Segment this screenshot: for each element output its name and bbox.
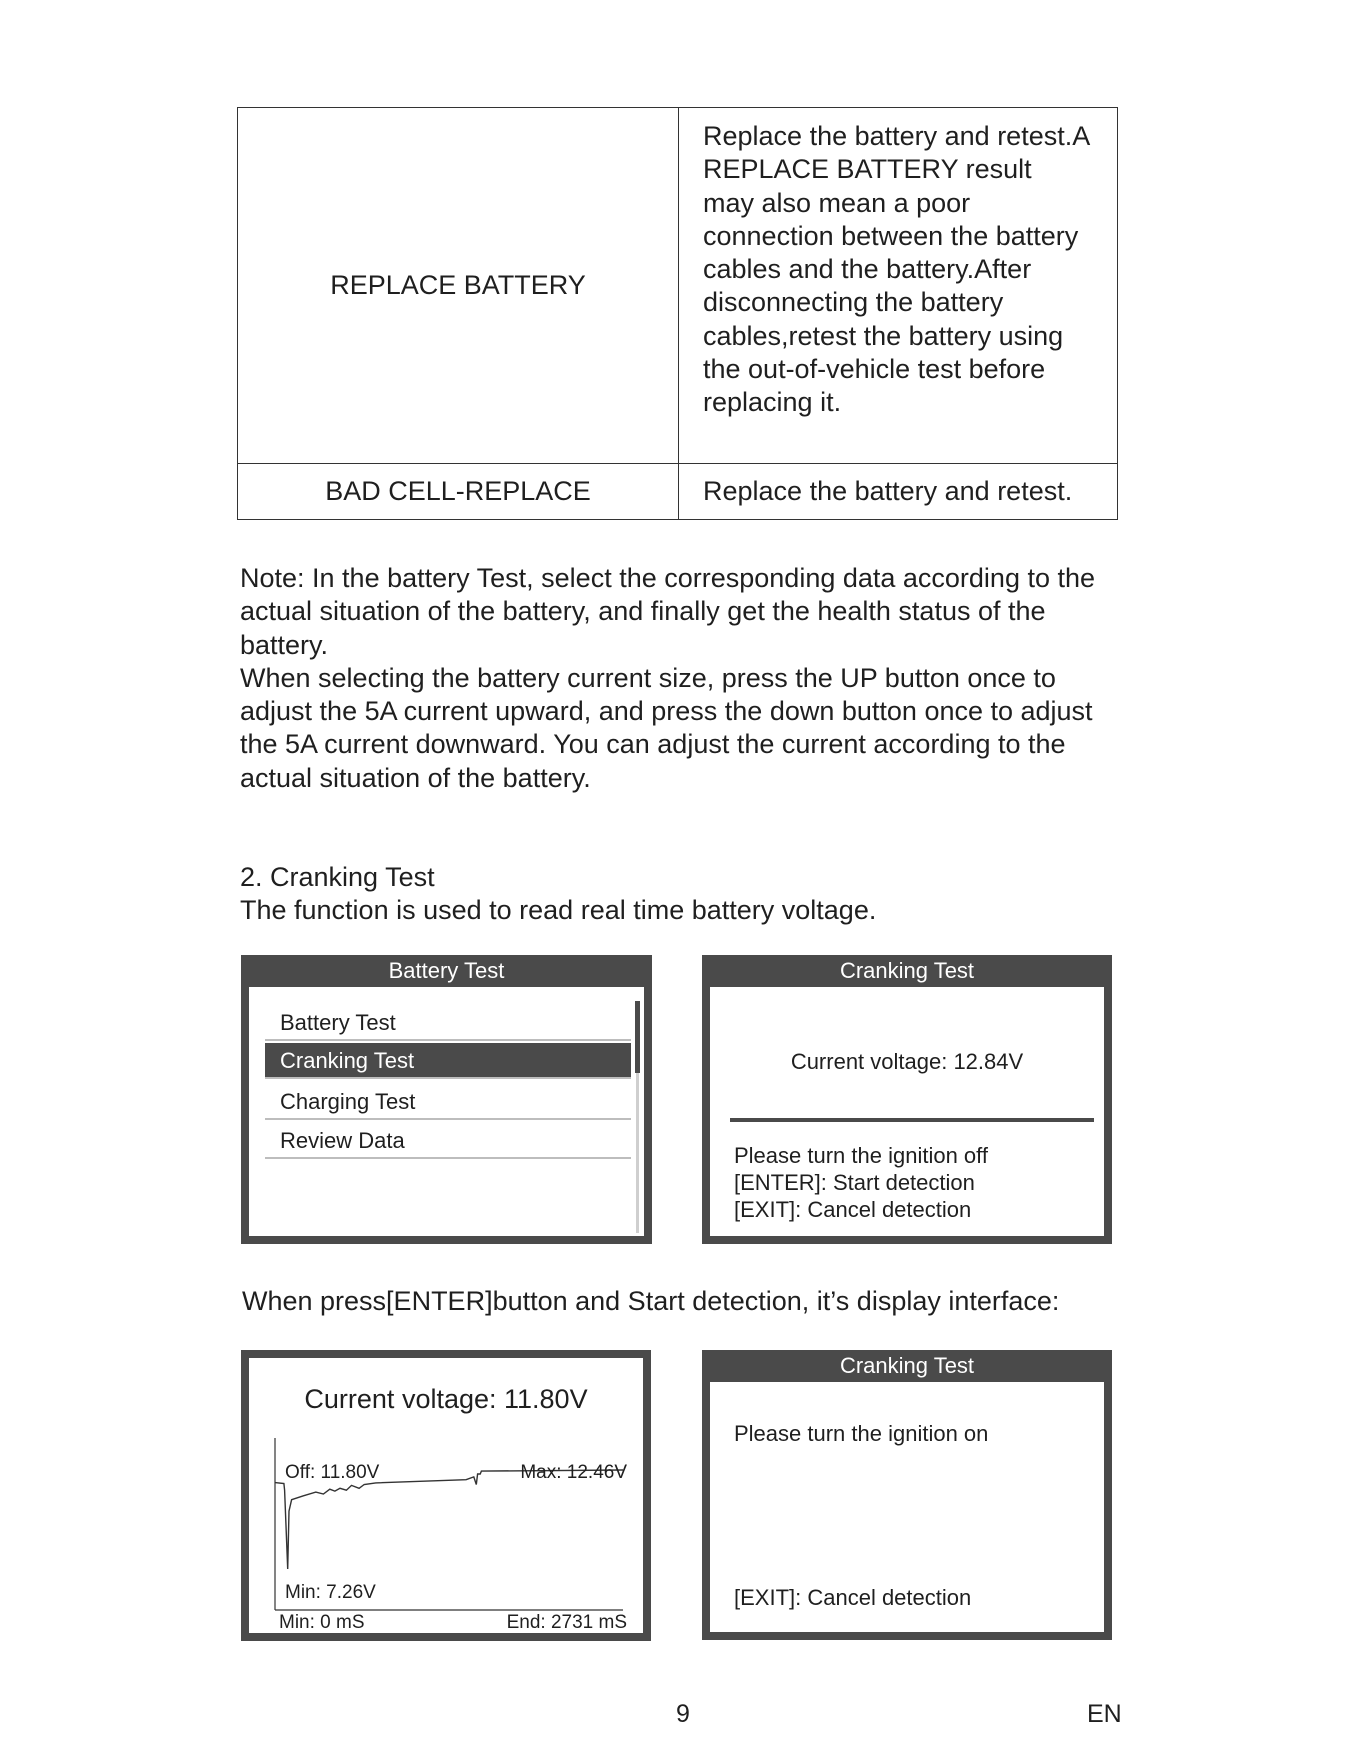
table-row [238,464,1118,520]
instruction-line: [ENTER]: Start detection [734,1170,975,1195]
cranking-screen-title: Cranking Test [708,961,1106,987]
action-line: REPLACE BATTERY result [703,154,1032,185]
interface-caption: When press[ENTER]button and Start detection, it’s display interface: [242,1286,1060,1316]
instruction-line: Please turn the ignition on [734,1421,989,1446]
current-voltage-readout: Current voltage: 11.80V [304,1384,588,1414]
note-line: adjust the 5A current upward, and press the down button once to adjust [240,696,1093,727]
action-line: cables,retest the battery using [703,320,1064,351]
result-cell: REPLACE BATTERY [238,108,679,464]
max-voltage-label: Max: 12.46V [520,1462,627,1483]
action-line: connection between the battery [703,220,1079,251]
result-table [237,107,1118,520]
instruction-line: Please turn the ignition off [734,1143,988,1168]
cranking-screen [702,955,1112,1244]
action-cell [679,108,1118,464]
menu-screen [241,955,652,1244]
section-heading: 2. Cranking Test [240,862,435,892]
note-paragraph [240,562,1140,795]
action-cell: Replace the battery and retest. [679,464,1118,520]
exit-instruction: [EXIT]: Cancel detection [734,1585,972,1610]
action-line: Replace the battery and retest.A [703,121,1091,151]
menu-screen-title: Battery Test [247,961,646,987]
section-description: The function is used to read real time battery voltage. [240,895,877,925]
min-voltage-label: Min: 7.26V [285,1582,376,1603]
note-line: When selecting the battery current size, press the UP button once to [240,662,1056,693]
action-line: cables and the battery.After [703,254,1032,285]
instruction-line: [EXIT]: Cancel detection [734,1197,972,1222]
language-label: EN [1087,1700,1122,1728]
note-line: battery. [240,629,329,660]
menu-item-battery-test[interactable]: Battery Test [265,1005,631,1041]
current-voltage-readout: Current voltage: 12.84V [790,1049,1024,1074]
table-row [238,108,1118,464]
menu-item-charging-test[interactable]: Charging Test [265,1084,631,1120]
voltage-series-line [275,1470,623,1569]
note-line: actual situation of the battery. [240,762,591,793]
action-line: disconnecting the battery [703,287,1004,318]
waiting-screen [702,1350,1112,1640]
action-line: the out-of-vehicle test before [703,354,1046,385]
end-time-label: End: 2731 mS [506,1612,627,1633]
menu-item-review-data[interactable]: Review Data [265,1123,631,1159]
action-line: may also mean a poor [703,187,971,218]
action-line: replacing it. [703,387,842,418]
scrollbar-thumb[interactable] [635,1001,640,1073]
note-line: actual situation of the battery, and finally get the health status of the [240,596,1046,627]
graph-screen [241,1350,651,1641]
result-cell: BAD CELL-REPLACE [238,464,679,520]
divider [730,1118,1094,1122]
note-line: the 5A current downward. You can adjust the current according to the [240,729,1066,760]
waiting-screen-title: Cranking Test [708,1356,1106,1382]
off-voltage-label: Off: 11.80V [285,1462,380,1483]
note-line: Note: In the battery Test, select the corresponding data according to the [240,563,1096,593]
page-number: 9 [676,1700,690,1728]
min-time-label: Min: 0 mS [279,1612,365,1633]
menu-item-cranking-test[interactable]: Cranking Test [265,1043,631,1079]
